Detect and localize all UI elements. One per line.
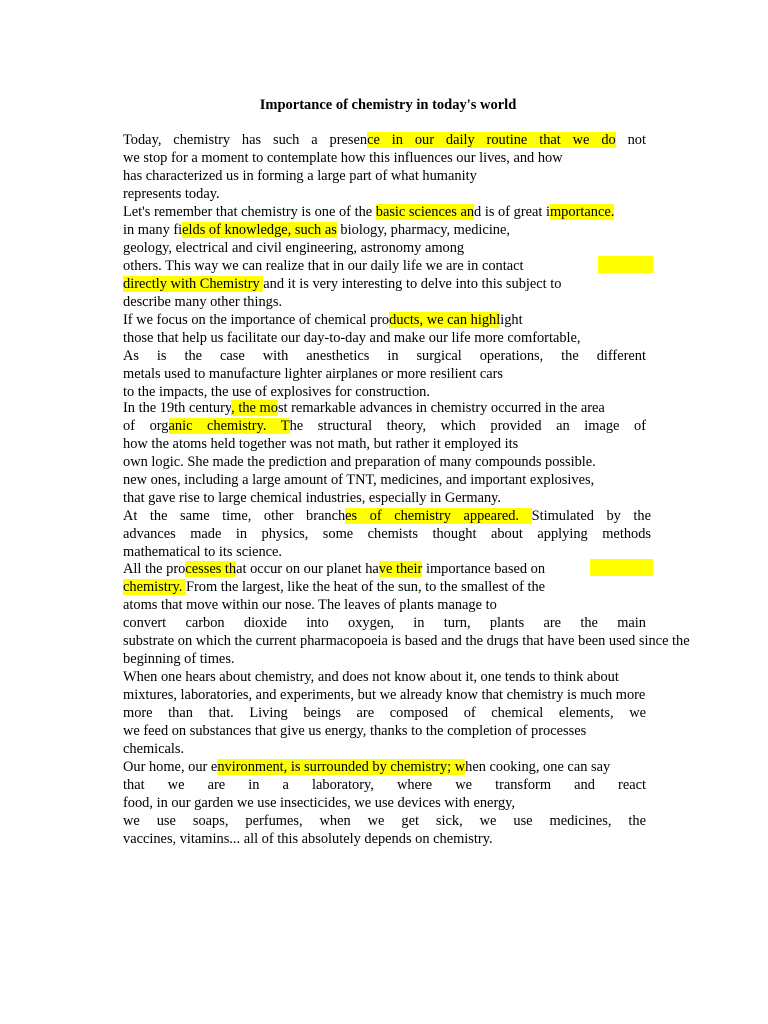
text-segment: atoms that move within our nose. The leaves of plants manage to <box>123 597 497 613</box>
text-line <box>123 399 605 417</box>
text-line <box>123 329 581 347</box>
text-line <box>123 221 510 239</box>
text-segment: how the atoms held together was not math, but rather it employed its <box>123 436 519 452</box>
text-segment: At the same time, other branch <box>123 508 346 524</box>
empty-highlight <box>598 256 653 273</box>
text-segment: vaccines, vitamins... all of this absolutely depends on chemistry. <box>123 831 493 847</box>
text-segment: Today, chemistry has such a presen <box>123 132 368 148</box>
highlighted-text: , the mo <box>231 400 278 416</box>
text-segment: hen cooking, one can say <box>465 759 611 775</box>
highlighted-text: ce in our daily routine that we do <box>367 132 616 148</box>
text-segment: mixtures, laboratories, and experiments, but we already know that chemistry is much more <box>123 687 646 703</box>
text-segment: others. This way we can realize that in our daily life we are in contact <box>123 258 524 274</box>
text-segment: own logic. She made the prediction and preparation of many compounds possible. <box>123 454 596 470</box>
text-segment: Our home, our e <box>123 759 218 775</box>
text-line <box>123 257 524 275</box>
text-segment: st remarkable advances in chemistry occurred in the area <box>277 400 605 416</box>
text-segment: substrate on which the current pharmacopoeia is based and the drugs that have been used since the <box>123 633 690 649</box>
text-segment: chemicals. <box>123 741 185 757</box>
text-line <box>123 812 646 830</box>
text-segment: at occur on our planet ha <box>236 561 379 577</box>
empty-highlight <box>590 559 653 576</box>
text-line <box>123 614 646 632</box>
text-line <box>123 275 561 293</box>
text-segment: importance based on <box>422 561 546 577</box>
text-segment: has characterized us in forming a large part of what humanity <box>123 168 477 184</box>
text-segment: beginning of times. <box>123 651 235 667</box>
text-segment: new ones, including a large amount of TNT, medicines, and important explosives, <box>123 472 595 488</box>
text-segment: in many fi <box>123 222 183 238</box>
text-segment: All the pro <box>123 561 186 577</box>
text-segment: metals used to manufacture lighter airplanes or more resilient cars <box>123 366 504 382</box>
text-line <box>123 131 646 149</box>
text-segment: more than that. Living beings are composed of chemical elements, we <box>123 705 646 721</box>
text-segment: When one hears about chemistry, and does not know about it, one tends to think about <box>123 669 619 685</box>
text-line <box>123 704 646 722</box>
highlighted-text: ve their <box>378 561 423 577</box>
text-line <box>123 776 646 794</box>
text-segment: we feed on substances that give us energy, thanks to the completion of processes <box>123 723 587 739</box>
text-segment: that we are in a laboratory, where we transform and react <box>123 777 646 793</box>
text-line <box>123 149 563 167</box>
text-line <box>123 293 282 311</box>
text-line <box>123 740 184 758</box>
text-segment: Stimulated by the <box>531 508 651 524</box>
text-segment: of org <box>123 418 169 434</box>
highlighted-text: directly with Chemistry <box>123 276 264 292</box>
text-line <box>123 668 619 686</box>
text-segment: we use soaps, perfumes, when we get sick, we use medicines, the <box>123 813 646 829</box>
text-segment: represents today. <box>123 186 220 202</box>
text-line <box>123 560 545 578</box>
text-segment: we stop for a moment to contemplate how this influences our lives, and how <box>123 150 563 166</box>
highlighted-text: ducts, we can highl <box>389 312 501 328</box>
text-segment: ight <box>500 312 523 328</box>
text-segment: that gave rise to large chemical industries, especially in Germany. <box>123 490 502 506</box>
text-segment: Let's remember that chemistry is one of the <box>123 204 376 220</box>
highlighted-text: chemistry. <box>123 579 187 595</box>
text-line <box>123 794 515 812</box>
text-line <box>123 417 646 435</box>
highlighted-text: basic sciences an <box>375 204 475 220</box>
text-line <box>123 347 646 365</box>
text-segment: to the impacts, the use of explosives for construction. <box>123 384 430 400</box>
text-segment: not <box>615 132 646 148</box>
text-segment: As is the case with anesthetics in surgical operations, the different <box>123 348 646 364</box>
text-line <box>123 239 464 257</box>
text-line <box>123 632 690 650</box>
text-line <box>123 830 493 848</box>
text-segment: those that help us facilitate our day-to-day and make our life more comfortable, <box>123 330 581 346</box>
text-line <box>123 722 586 740</box>
text-line <box>123 578 545 596</box>
text-line <box>123 686 645 704</box>
text-line <box>123 507 651 525</box>
text-line <box>123 650 235 668</box>
document-title: Importance of chemistry in today's world <box>259 97 517 113</box>
text-segment: and it is very interesting to delve into this subject to <box>263 276 562 292</box>
text-line <box>123 758 610 776</box>
text-segment: geology, electrical and civil engineering, astronomy among <box>123 240 465 256</box>
text-line <box>123 453 596 471</box>
text-line <box>123 435 518 453</box>
text-segment: he structural theory, which provided an image of <box>289 418 647 434</box>
highlighted-text: mportance. <box>549 204 615 220</box>
text-line <box>123 489 501 507</box>
highlighted-text: elds of knowledge, such as <box>182 222 337 238</box>
text-line <box>123 203 614 221</box>
text-segment: convert carbon dioxide into oxygen, in turn, plants are the main <box>123 615 646 631</box>
text-line <box>123 471 594 489</box>
text-line <box>123 543 282 561</box>
text-line <box>123 365 503 383</box>
text-segment: food, in our garden we use insecticides, we use devices with energy, <box>123 795 516 811</box>
text-segment: d is of great i <box>474 204 550 220</box>
text-segment: If we focus on the importance of chemical pro <box>123 312 390 328</box>
text-segment: In the 19th century <box>123 400 232 416</box>
highlighted-text: es of chemistry appeared. <box>345 508 532 524</box>
text-line <box>123 525 651 543</box>
text-segment: biology, pharmacy, medicine, <box>336 222 510 238</box>
text-line <box>123 167 477 185</box>
text-segment: advances made in physics, some chemists thought about applying methods <box>123 526 651 542</box>
text-line <box>123 185 220 203</box>
text-line <box>123 596 497 614</box>
text-segment: describe many other things. <box>123 294 283 310</box>
highlighted-text: anic chemistry. T <box>168 418 290 434</box>
text-segment: mathematical to its science. <box>123 544 283 560</box>
text-line <box>123 311 523 329</box>
highlighted-text: cesses th <box>185 561 237 577</box>
highlighted-text: nvironment, is surrounded by chemistry; w <box>217 759 466 775</box>
text-segment: From the largest, like the heat of the sun, to the smallest of the <box>186 579 546 595</box>
